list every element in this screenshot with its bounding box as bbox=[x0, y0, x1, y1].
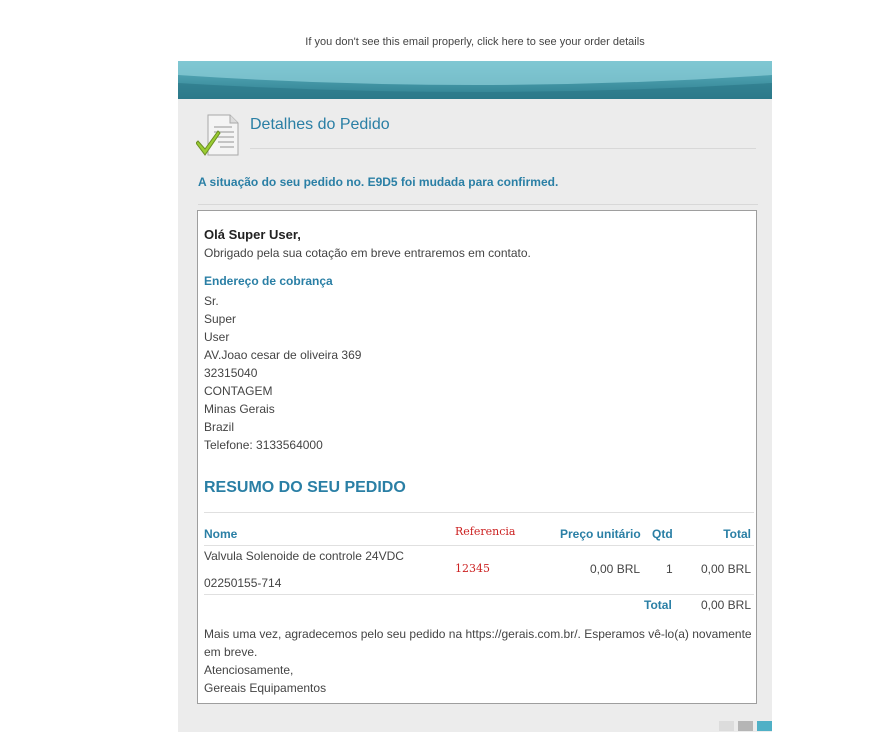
item-sku: 02250155-714 bbox=[204, 576, 282, 590]
status-divider bbox=[198, 204, 758, 205]
title-divider bbox=[250, 148, 756, 149]
email-container bbox=[178, 61, 772, 732]
closing-line: Mais uma vez, agradecemos pelo seu pedido na https://gerais.com.br/. Esperamos vê-lo(a) novamente em breve. bbox=[204, 627, 752, 659]
order-details-card bbox=[197, 210, 757, 704]
address-line: 32315040 bbox=[204, 366, 258, 380]
greeting: Olá Super User, bbox=[204, 227, 301, 242]
address-line: Sr. bbox=[204, 294, 219, 308]
column-header-qty: Qtd bbox=[652, 527, 673, 541]
order-status-message: A situação do seu pedido no. E9D5 foi mudada para confirmed. bbox=[198, 175, 559, 189]
address-line: User bbox=[204, 330, 230, 344]
document-check-icon bbox=[196, 111, 244, 159]
footer-block-gray bbox=[738, 721, 753, 731]
thanks-message: Obrigado pela sua cotação em breve entraremos em contato. bbox=[204, 246, 531, 260]
item-qty: 1 bbox=[666, 562, 673, 576]
address-line: AV.Joao cesar de oliveira 369 bbox=[204, 348, 362, 362]
header-banner bbox=[178, 61, 772, 99]
address-line: Minas Gerais bbox=[204, 402, 275, 416]
order-summary-title: RESUMO DO SEU PEDIDO bbox=[204, 479, 406, 496]
address-line: Super bbox=[204, 312, 237, 326]
total-value: 0,00 BRL bbox=[700, 598, 751, 612]
billing-address bbox=[204, 292, 361, 454]
page-title: Detalhes do Pedido bbox=[250, 116, 390, 133]
header-divider bbox=[204, 545, 754, 546]
footer-block-blue bbox=[757, 721, 772, 731]
address-line: Brazil bbox=[204, 420, 235, 434]
summary-divider bbox=[204, 512, 754, 513]
column-header-total: Total bbox=[723, 527, 751, 541]
item-ref: 12345 bbox=[455, 562, 490, 575]
address-line: Telefone: 3133564000 bbox=[204, 438, 323, 452]
column-header-name: Nome bbox=[204, 527, 238, 541]
item-unit-price: 0,00 BRL bbox=[590, 562, 641, 576]
item-divider bbox=[204, 594, 754, 595]
column-header-unit-price: Preço unitário bbox=[560, 527, 641, 541]
footer-block-light bbox=[719, 721, 734, 731]
address-line: CONTAGEM bbox=[204, 384, 273, 398]
closing-line: Gereais Equipamentos bbox=[204, 681, 327, 695]
view-online-link[interactable]: If you don't see this email properly, click here to see your order details bbox=[305, 36, 645, 48]
total-label: Total bbox=[644, 598, 672, 612]
item-total: 0,00 BRL bbox=[700, 562, 751, 576]
closing-message bbox=[204, 625, 754, 697]
column-header-ref: Referencia bbox=[455, 525, 516, 538]
banner-wave-graphic bbox=[178, 61, 772, 99]
billing-address-title: Endereço de cobrança bbox=[204, 274, 333, 288]
closing-line: Atenciosamente, bbox=[204, 663, 294, 677]
item-name: Valvula Solenoide de controle 24VDC bbox=[204, 549, 404, 563]
